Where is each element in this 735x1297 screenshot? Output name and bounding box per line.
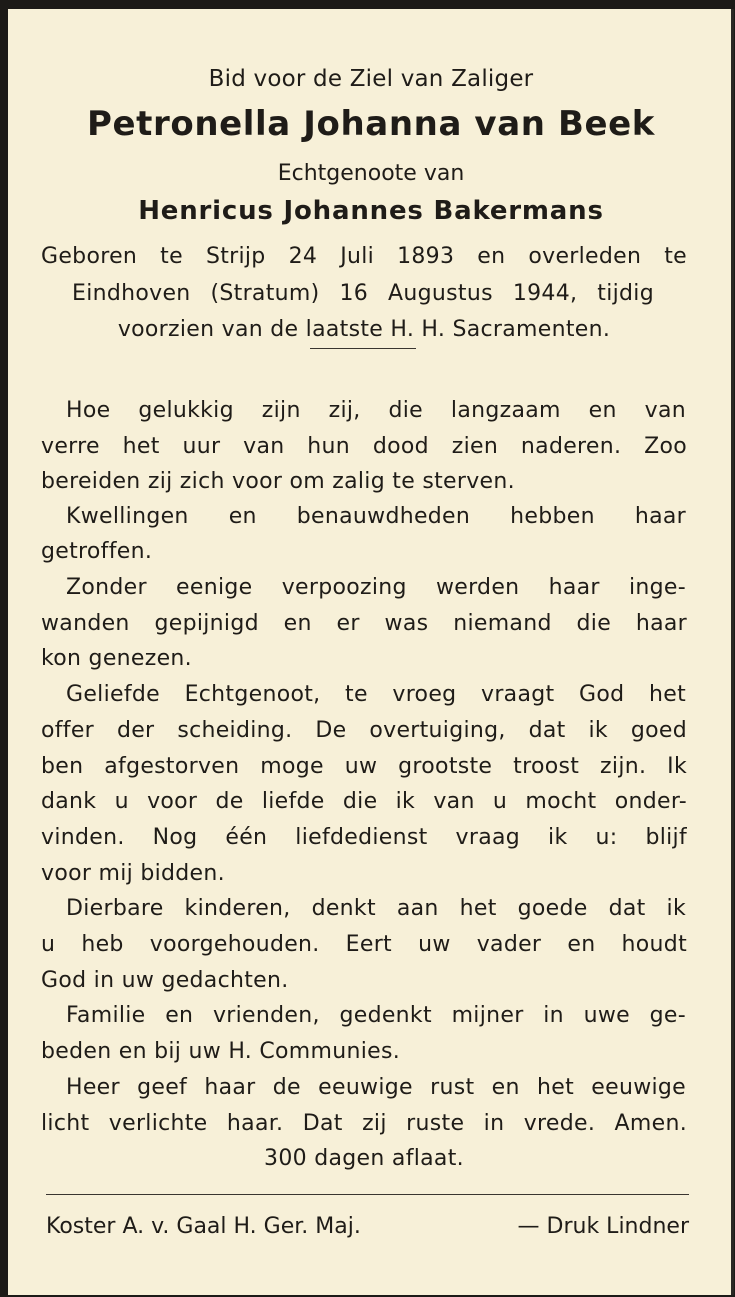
text-line: Kwellingen en benauwdheden hebben haar: [66, 504, 686, 529]
indulgence-line: 300 dagen aflaat.: [264, 1146, 464, 1171]
text-line: Zonder eenige verpoozing werden haar inge-: [66, 575, 686, 600]
text-line: Hoe gelukkig zijn zij, die langzaam en van: [66, 398, 686, 423]
text-line: vinden. Nog één liefdedienst vraag ik u: blijf: [41, 825, 687, 850]
spouse-heading: Echtgenoote van: [277, 161, 465, 186]
memorial-card: [8, 9, 734, 1295]
text-line: getroffen.: [41, 539, 153, 564]
text-line: Geliefde Echtgenoot, te vroeg vraagt God het: [66, 682, 686, 707]
text-line: verre het uur van hun dood zien naderen. Zoo: [41, 434, 687, 459]
bio-line: Eindhoven (Stratum) 16 Augustus 1944, tijdig: [72, 281, 654, 306]
text-line: u heb voorgehouden. Eert uw vader en houdt: [41, 932, 687, 957]
text-line: kon genezen.: [41, 646, 192, 671]
text-line: bereiden zij zich voor om zalig te sterven.: [41, 469, 515, 494]
printer-name: — Druk Lindner: [517, 1214, 689, 1239]
bio-line: voorzien van de laatste H. H. Sacramenten.: [117, 317, 611, 342]
sexton-credit: Koster A. v. Gaal H. Ger. Maj.: [46, 1214, 361, 1239]
text-line: Heer geef haar de eeuwige rust en het eeuwige: [66, 1075, 686, 1100]
text-line: beden en bij uw H. Communies.: [41, 1039, 401, 1064]
text-line: Dierbare kinderen, denkt aan het goede dat ik: [66, 896, 686, 921]
header-divider: [310, 348, 416, 349]
text-line: Familie en vrienden, gedenkt mijner in uwe ge-: [66, 1003, 686, 1028]
footer-divider: [46, 1194, 689, 1195]
text-line: dank u voor de liefde die ik van u mocht onder-: [41, 789, 687, 814]
bio-line: Geboren te Strijp 24 Juli 1893 en overleden te: [41, 244, 687, 269]
deceased-name: Petronella Johanna van Beek: [86, 104, 656, 144]
spouse-name: Henricus Johannes Bakermans: [138, 196, 604, 226]
text-line: ben afgestorven moge uw grootste troost zijn. Ik: [41, 754, 687, 779]
text-line: offer der scheiding. De overtuiging, dat ik goed: [41, 718, 687, 743]
prayer-heading: Bid voor de Ziel van Zaliger: [208, 66, 534, 92]
text-line: voor mij bidden.: [41, 861, 225, 886]
text-line: licht verlichte haar. Dat zij ruste in vrede. Amen.: [41, 1111, 687, 1136]
text-line: God in uw gedachten.: [41, 968, 289, 993]
text-line: wanden gepijnigd en er was niemand die haar: [41, 611, 687, 636]
